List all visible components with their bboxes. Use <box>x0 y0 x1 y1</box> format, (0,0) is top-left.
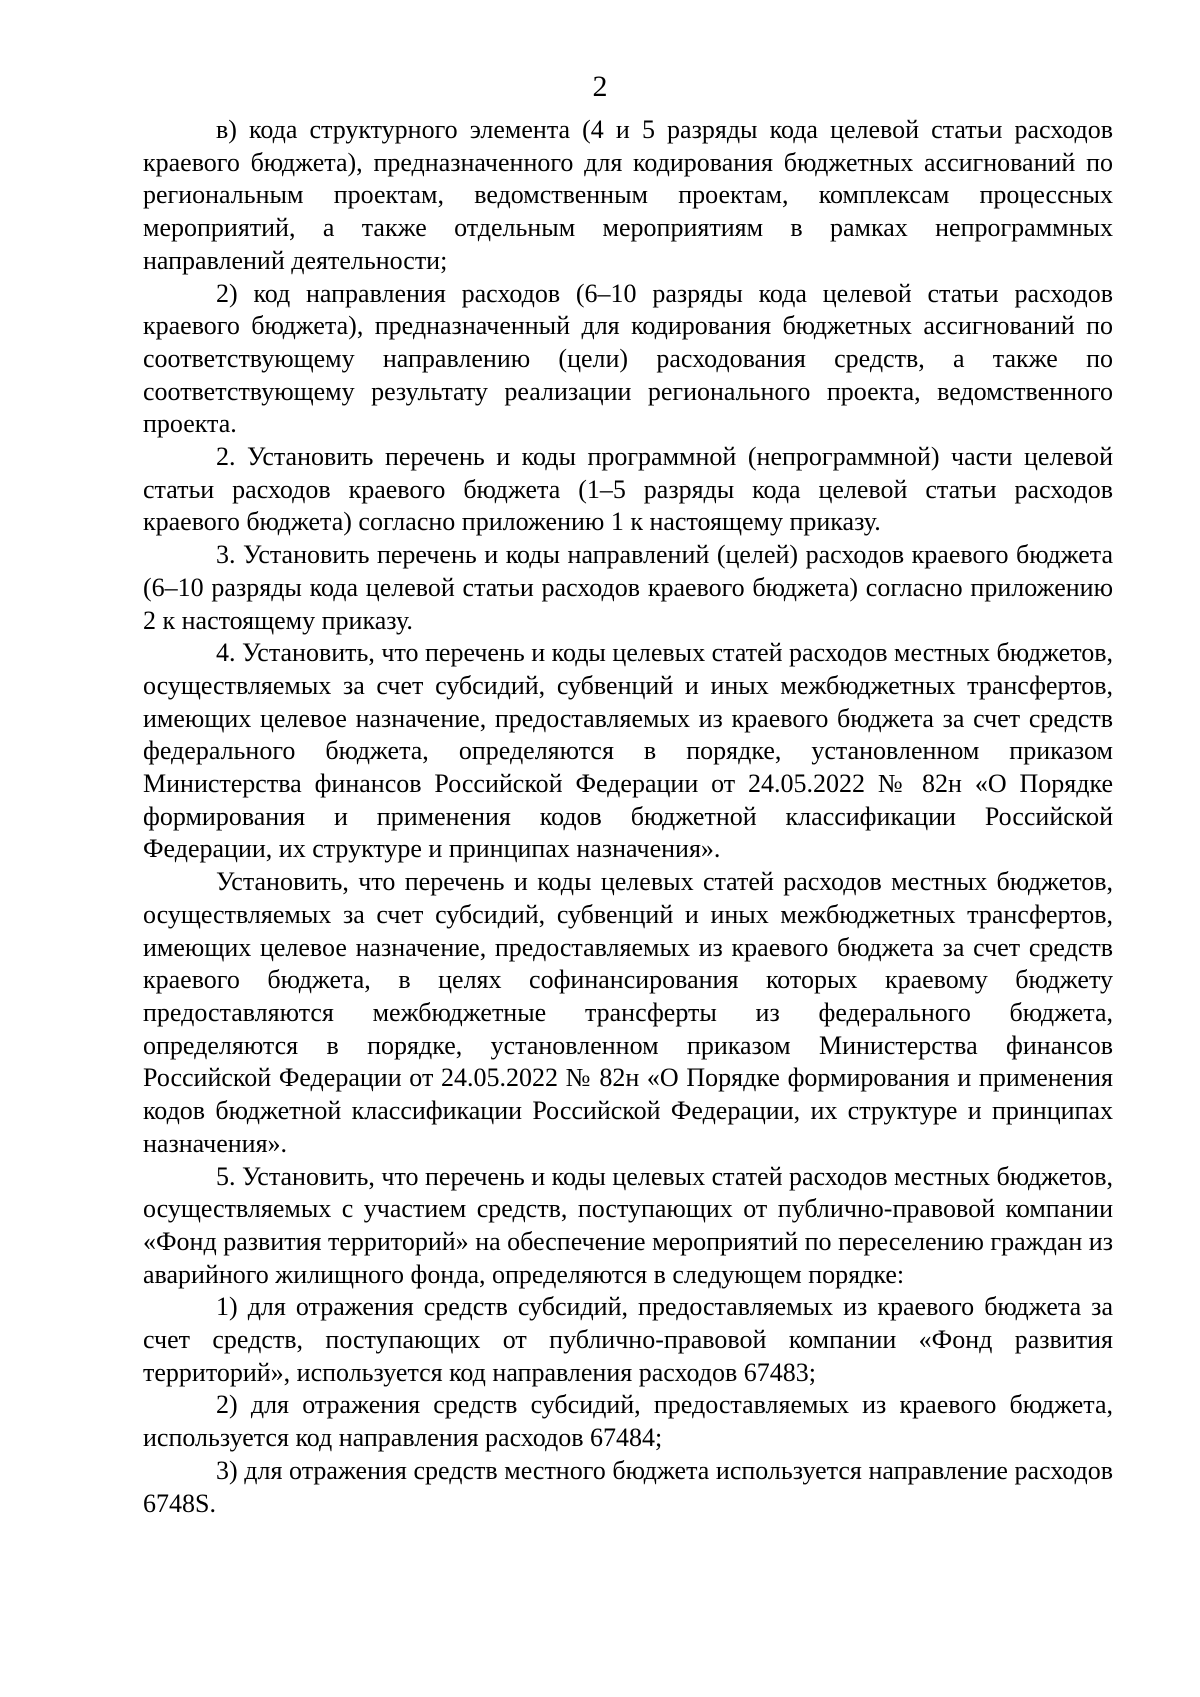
paragraph-item-5: 5. Установить, что перечень и коды целевых статей расходов местных бюджетов, осуществляемых с участием средств, поступающих от публично-правовой компании «Фонд развития территорий» на обеспечение мероприятий по переселению граждан из аварийного жилищного фонда, определяются в следующем порядке: <box>143 1161 1113 1289</box>
page-number: 2 <box>592 70 608 103</box>
paragraph-item-4: 4. Установить, что перечень и коды целевых статей расходов местных бюджетов, осуществляемых за счет субсидий, субвенций и иных межбюджетных трансфертов, имеющих целевое назначение, предоставляемых из краевого бюджета за счет средств федерального бюджета, определяются в порядке, установленном приказом Министерства финансов Российской Федерации от 24.05.2022 № 82н «О Порядке формирования и применения кодов бюджетной классификации Российской Федерации, их структуре и принципах назначения». <box>143 638 1113 864</box>
paragraph-item-5-subitem-3: 3) для отражения средств местного бюджета используется направление расходов 6748S. <box>143 1455 1113 1518</box>
paragraph-item-3: 3. Установить перечень и коды направлений (целей) расходов краевого бюджета (6–10 разряды кода целевой статьи расходов краевого бюджета) согласно приложению 2 к настоящему приказу. <box>143 540 1113 635</box>
paragraph-item-5-subitem-1: 1) для отражения средств субсидий, предоставляемых из краевого бюджета за счет средств, поступающих от публично-правовой компании «Фонд развития территорий», используется код направления расходов 67483; <box>143 1292 1113 1387</box>
paragraph-item-2: 2. Установить перечень и коды программной (непрограммной) части целевой статьи расходов краевого бюджета (1–5 разряды кода целевой статьи расходов краевого бюджета) согласно приложению 1 к настоящему приказу. <box>143 442 1113 537</box>
paragraph-item-5-subitem-2: 2) для отражения средств субсидий, предоставляемых из краевого бюджета, используется код направления расходов 67484; <box>143 1390 1113 1453</box>
paragraph-item-4-continued: Установить, что перечень и коды целевых статей расходов местных бюджетов, осуществляемых за счет субсидий, субвенций и иных межбюджетных трансфертов, имеющих целевое назначение, предоставляемых из краевого бюджета за счет средств краевого бюджета, в целях софинансирования которых краевому бюджету предоставляются межбюджетные трансферты из федерального бюджета, определяются в порядке, установленном приказом Министерства финансов Российской Федерации от 24.05.2022 № 82н «О Порядке формирования и применения кодов бюджетной классификации Российской Федерации, их структуре и принципах назначения». <box>143 867 1113 1158</box>
paragraph-expense-direction-code: 2) код направления расходов (6–10 разряды кода целевой статьи расходов краевого бюджета), предназначенный для кодирования бюджетных ассигнований по соответствующему направлению (цели) расходования средств, а также по соответствующему результату реализации регионального проекта, ведомственного проекта. <box>143 278 1113 439</box>
paragraph-structural-element-code: в) кода структурного элемента (4 и 5 разряды кода целевой статьи расходов краевого бюджета), предназначенного для кодирования бюджетных ассигнований по региональным проектам, ведомственным проектам, комплексам процессных мероприятий, а также отдельным мероприятиям в рамках непрограммных направлений деятельности; <box>143 115 1113 275</box>
document-body <box>143 114 1113 1520</box>
